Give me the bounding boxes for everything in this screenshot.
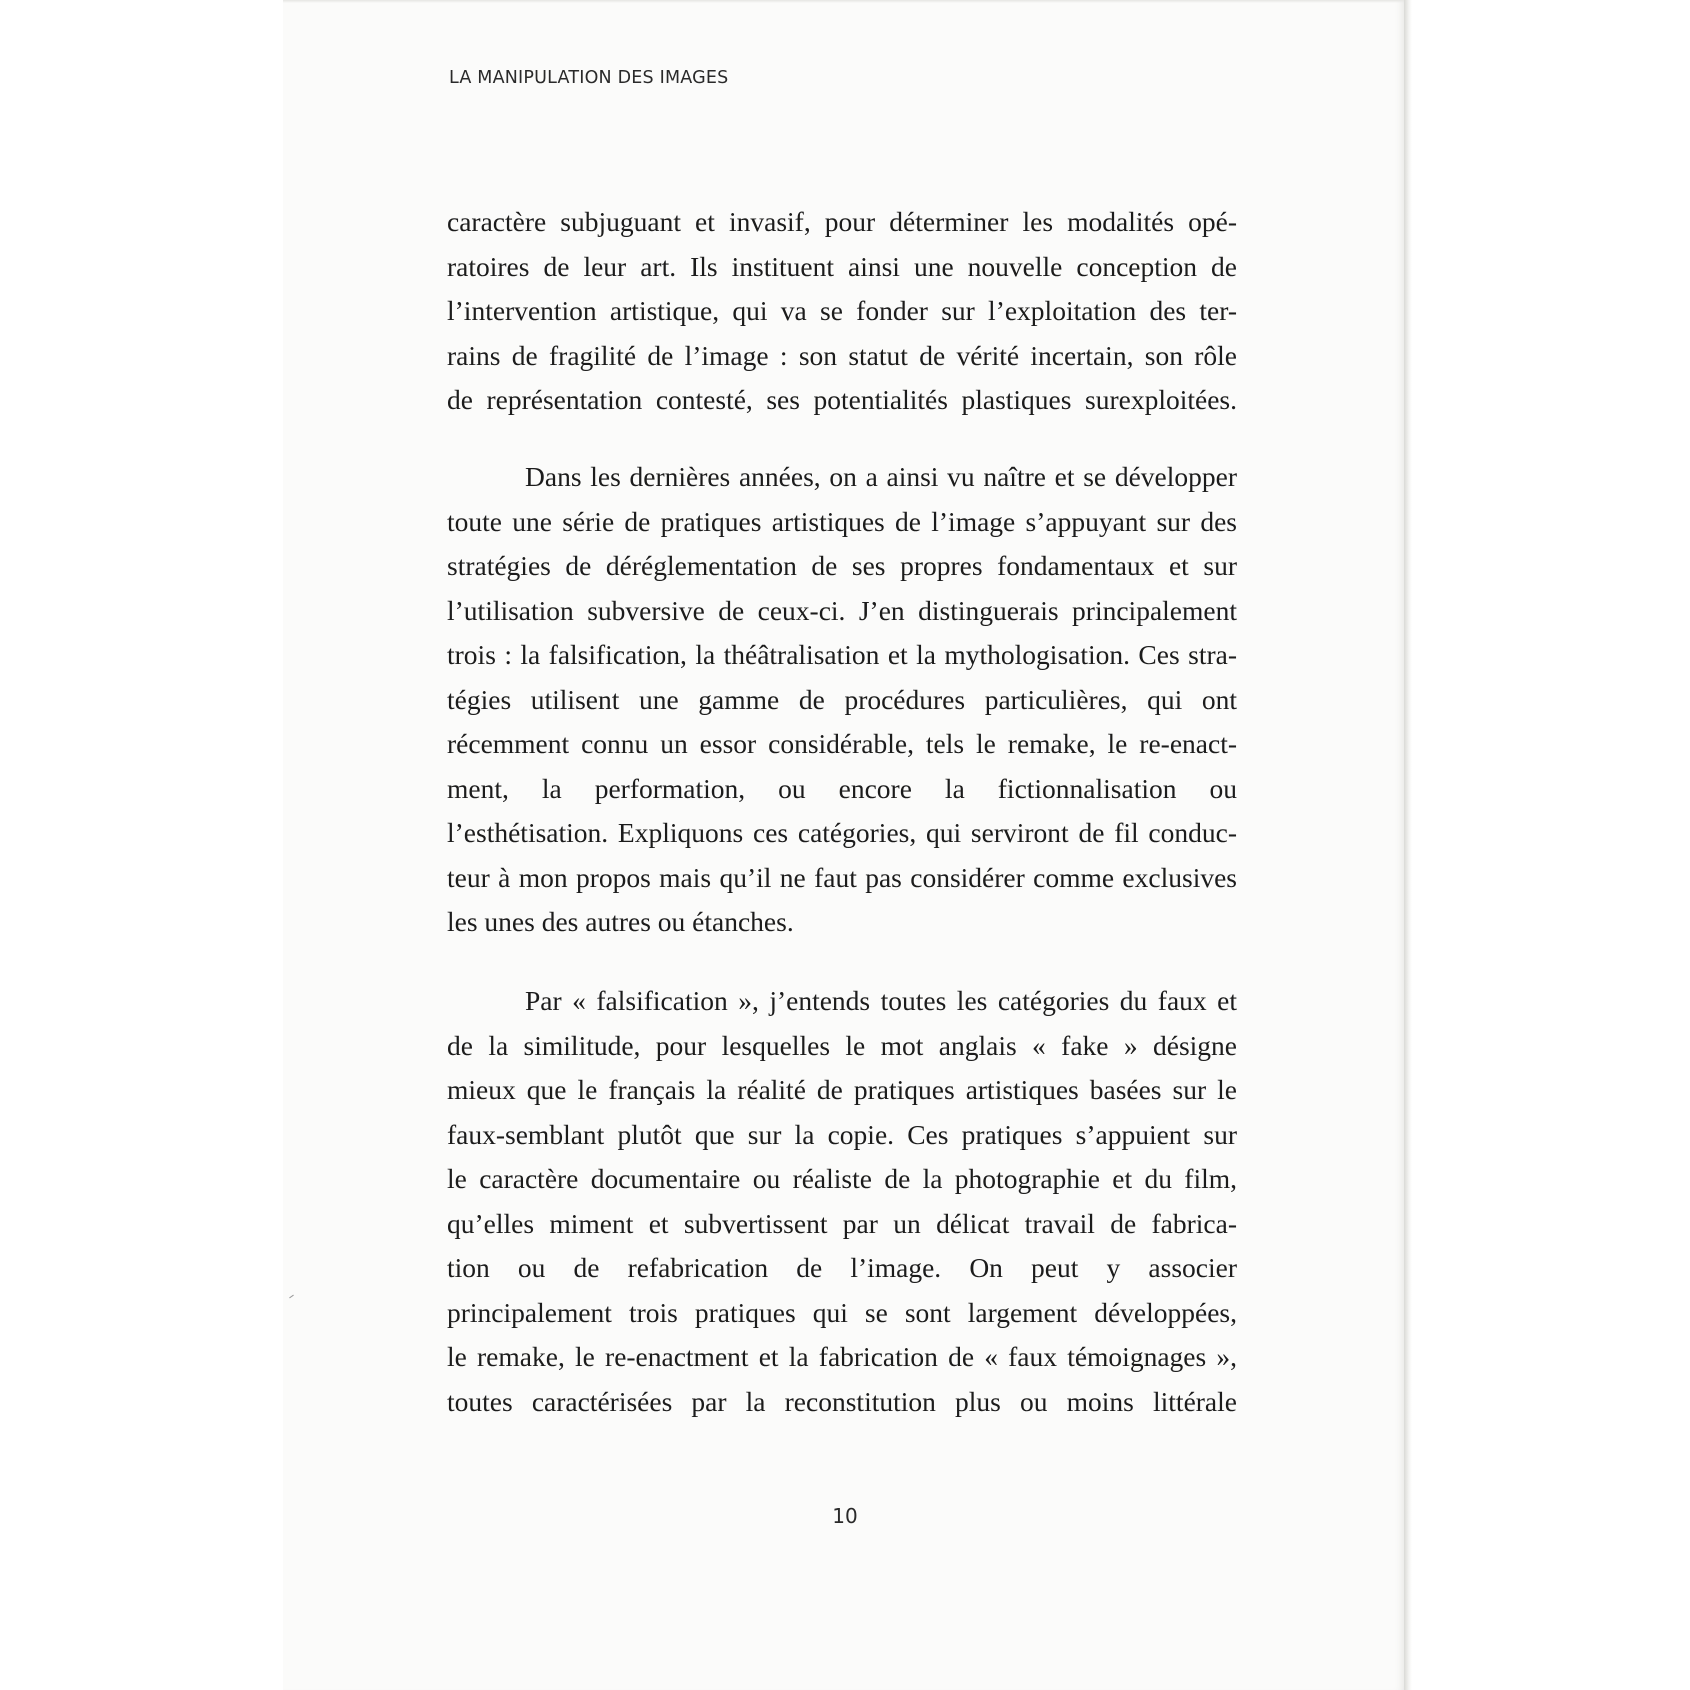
text-line: récemment connu un essor considérable, tels le remake, le re-enact-: [447, 728, 1237, 759]
paragraph-3: [447, 979, 1237, 1424]
text-line: l’utilisation subversive de ceux-ci. J’en distinguerais principalement: [447, 594, 1237, 626]
text-line: de représentation contesté, ses potentialités plastiques surexploitées.: [447, 384, 1237, 415]
text-line: rains de fragilité de l’image : son statut de vérité incertain, son rôle: [447, 339, 1237, 371]
page-top-edge: [283, 0, 1406, 3]
text-line: les unes des autres ou étanches.: [447, 906, 794, 937]
text-line: Par « falsification », j’entends toutes les catégories du faux et: [525, 985, 1237, 1016]
text-line: Dans les dernières années, on a ainsi vu naître et se développer: [525, 461, 1237, 492]
running-head: LA MANIPULATION DES IMAGES: [449, 68, 729, 88]
text-line: l’intervention artistique, qui va se fonder sur l’exploitation des ter-: [447, 295, 1237, 326]
page-right-edge: [1404, 0, 1412, 1690]
text-line: stratégies de déréglementation de ses propres fondamentaux et sur: [447, 550, 1237, 581]
text-line: le caractère documentaire ou réaliste de la photographie et du film,: [447, 1163, 1237, 1194]
page-number: 10: [832, 1504, 858, 1528]
text-line: toutes caractérisées par la reconstitution plus ou moins littérale: [447, 1385, 1237, 1417]
text-line: tégies utilisent une gamme de procédures particulières, qui ont: [447, 683, 1237, 715]
text-line: le remake, le re-enactment et la fabrication de « faux témoignages »,: [447, 1341, 1237, 1372]
text-line: ment, la performation, ou encore la fictionnalisation ou: [447, 772, 1237, 804]
text-line: ratoires de leur art. Ils instituent ainsi une nouvelle conception de: [447, 250, 1237, 282]
text-line: mieux que le français la réalité de pratiques artistiques basées sur le: [447, 1074, 1237, 1105]
text-line: de la similitude, pour lesquelles le mot anglais « fake » désigne: [447, 1029, 1237, 1061]
text-line: toute une série de pratiques artistiques de l’image s’appuyant sur des: [447, 505, 1237, 537]
paragraph-2: [447, 455, 1237, 945]
text-line: caractère subjuguant et invasif, pour déterminer les modalités opé-: [447, 206, 1237, 237]
paragraph-1: [447, 200, 1237, 423]
text-line: l’esthétisation. Expliquons ces catégories, qui serviront de fil conduc-: [447, 817, 1237, 848]
text-line: principalement trois pratiques qui se sont largement développées,: [447, 1296, 1237, 1328]
text-line: tion ou de refabrication de l’image. On peut y associer: [447, 1252, 1237, 1283]
text-line: teur à mon propos mais qu’il ne faut pas considérer comme exclusives: [447, 861, 1237, 893]
text-line: qu’elles miment et subvertissent par un délicat travail de fabrica-: [447, 1207, 1237, 1239]
text-line: faux-semblant plutôt que sur la copie. Ces pratiques s’appuient sur: [447, 1118, 1237, 1150]
text-line: trois : la falsification, la théâtralisation et la mythologisation. Ces stra-: [447, 639, 1237, 670]
